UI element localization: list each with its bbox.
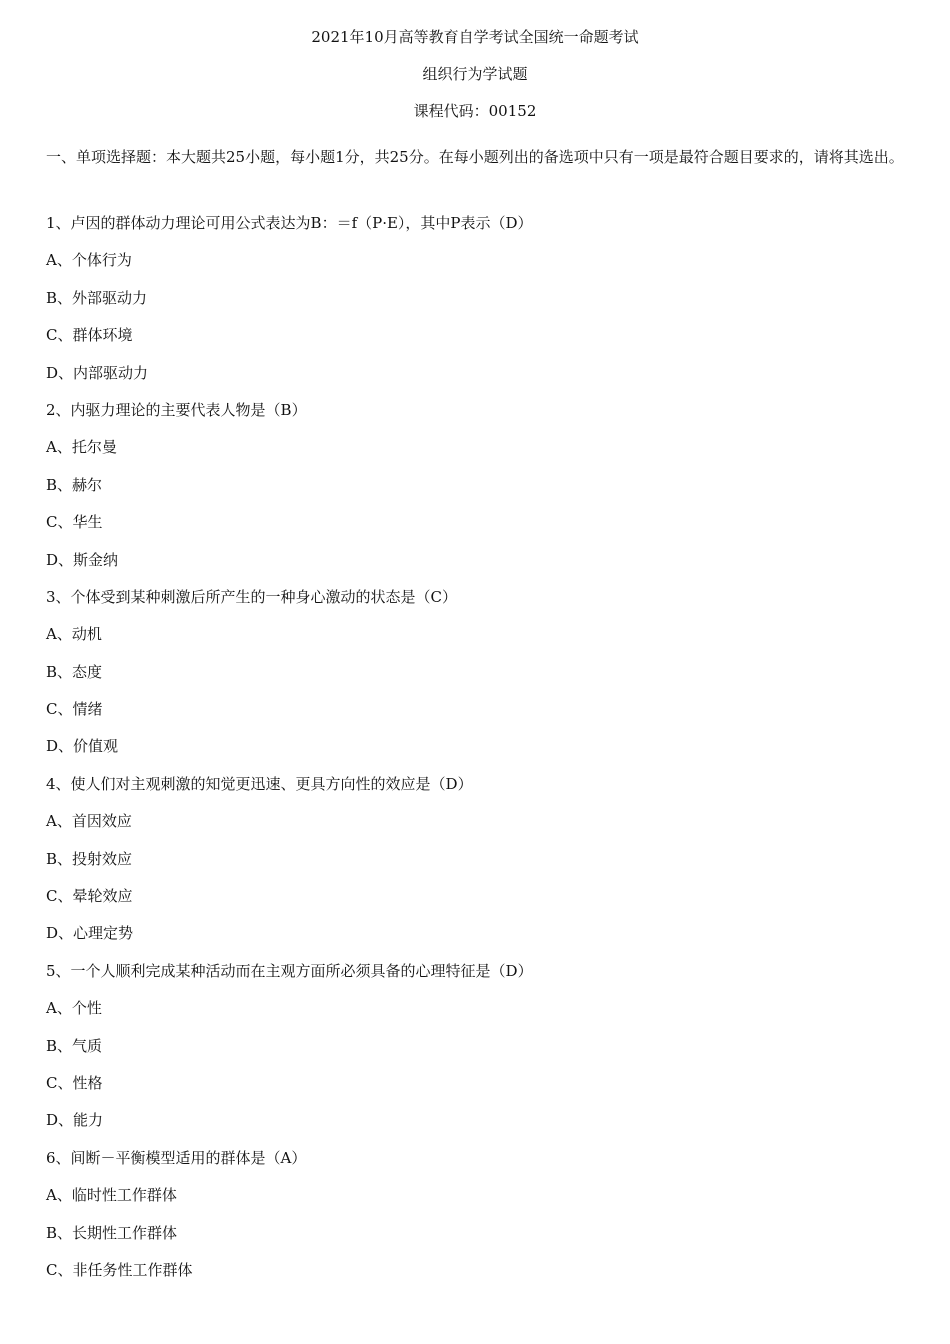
question-3-option-a: A、动机 (46, 625, 102, 644)
question-6-option-a: A、临时性工作群体 (46, 1186, 177, 1205)
question-2-option-a: A、托尔曼 (46, 438, 117, 457)
question-1-option-d: D、内部驱动力 (46, 363, 149, 382)
question-5-option-c: C、性格 (46, 1073, 103, 1092)
question-4: 4、使人们对主观刺激的知觉更迅速、更具方向性的效应是（D） (46, 774, 473, 793)
question-6-option-b: B、长期性工作群体 (46, 1223, 178, 1242)
question-4-option-b: B、投射效应 (46, 849, 133, 868)
question-2-option-c: C、华生 (46, 513, 103, 532)
question-1-option-b: B、外部驱动力 (46, 288, 148, 307)
question-1: 1、卢因的群体动力理论可用公式表达为B：＝f（P·E），其中P表示（D） (46, 214, 533, 232)
question-4-option-d: D、心理定势 (46, 924, 134, 943)
question-4-option-c: C、晕轮效应 (46, 887, 133, 906)
question-5-option-d: D、能力 (46, 1111, 104, 1130)
question-3: 3、个体受到某种刺激后所产生的一种身心激动的状态是（C） (46, 587, 458, 606)
question-1-option-c: C、群体环境 (46, 326, 133, 345)
question-6-option-c: C、非任务性工作群体 (46, 1260, 193, 1279)
question-2: 2、内驱力理论的主要代表人物是（B） (46, 400, 307, 419)
question-6: 6、间断－平衡模型适用的群体是（A） (46, 1148, 307, 1167)
question-3-option-c: C、情绪 (46, 700, 103, 719)
question-2-option-b: B、赫尔 (46, 475, 103, 494)
question-2-option-d: D、斯金纳 (46, 550, 119, 569)
exam-subject: 组织行为学试题 (422, 65, 528, 83)
question-3-option-b: B、态度 (46, 662, 103, 681)
question-1-option-a: A、个体行为 (46, 251, 132, 270)
question-5-option-a: A、个性 (46, 999, 102, 1018)
question-3-option-d: D、价值观 (46, 737, 119, 756)
question-5-option-b: B、气质 (46, 1036, 103, 1055)
question-5: 5、一个人顺利完成某种活动而在主观方面所必须具备的心理特征是（D） (46, 961, 533, 980)
section-instructions: 一、单项选择题：本大题共25小题，每小题1分，共25分。在每小题列出的备选项中只有一项是最符合题目要求的，请将其选出。 (46, 148, 904, 166)
exam-title: 2021年10月高等教育自学考试全国统一命题考试 (311, 28, 639, 46)
question-4-option-a: A、首因效应 (46, 812, 132, 831)
question-list (46, 213, 916, 1297)
course-code: 课程代码：00152 (413, 102, 537, 120)
